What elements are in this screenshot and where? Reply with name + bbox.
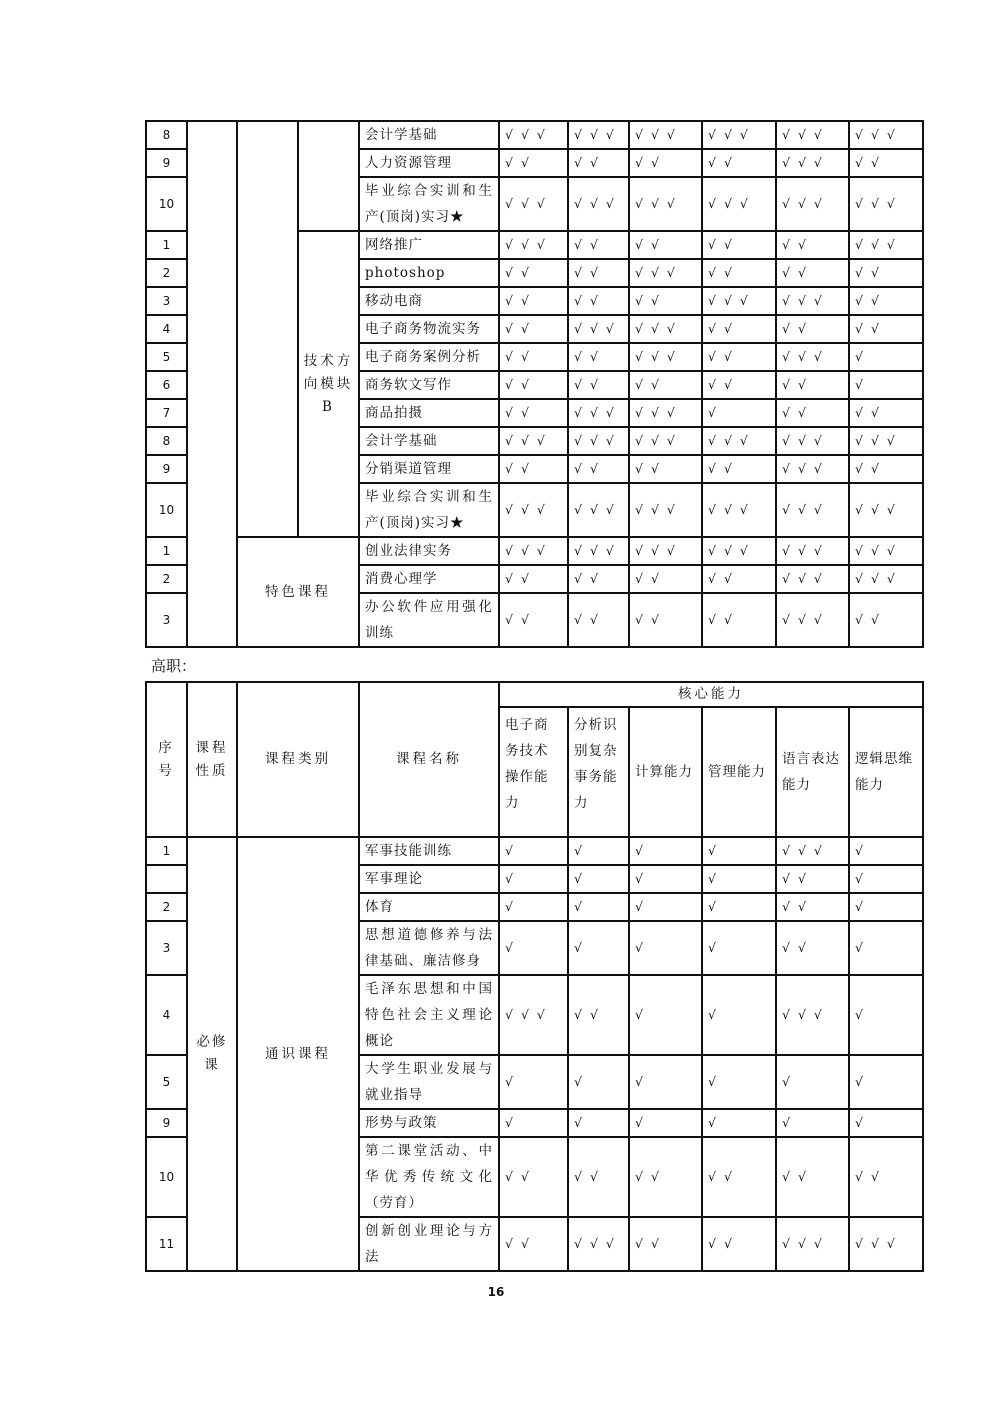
ability-check: √ <box>849 837 923 865</box>
ability-check: √ √ <box>702 593 776 647</box>
special-course-label: 特色课程 <box>237 537 359 647</box>
ability-check: √ <box>629 975 702 1055</box>
ability-check: √ √ √ <box>568 537 629 565</box>
ability-check: √ √ √ <box>702 121 776 149</box>
ability-check: √ √ <box>629 231 702 259</box>
ability-check: √ √ <box>629 1137 702 1217</box>
course-name: 毕业综合实训和生产(顶岗)实习★ <box>359 177 499 231</box>
ability-check: √ <box>702 399 776 427</box>
row-number: 9 <box>146 149 187 177</box>
table-row <box>146 121 923 149</box>
ability-check: √ <box>849 865 923 893</box>
ability-check: √ √ <box>776 315 849 343</box>
ability-check: √ <box>568 837 629 865</box>
ability-check: √ √ <box>568 975 629 1055</box>
course-name: 毕业综合实训和生产(顶岗)实习★ <box>359 483 499 537</box>
course-name: 电子商务物流实务 <box>359 315 499 343</box>
header-ability-6: 逻辑思维能力 <box>849 707 923 837</box>
ability-check: √ √ <box>776 893 849 921</box>
ability-check: √ √ <box>702 343 776 371</box>
ability-check: √ √ √ <box>629 483 702 537</box>
row-number: 3 <box>146 593 187 647</box>
row-number: 3 <box>146 921 187 975</box>
ability-check: √ √ √ <box>849 427 923 455</box>
course-nature-cell <box>187 121 237 647</box>
page-number: 16 <box>487 1285 505 1299</box>
course-name: 第二课堂活动、中华优秀传统文化（劳育） <box>359 1137 499 1217</box>
ability-check: √ √ <box>702 371 776 399</box>
ability-check: √ <box>629 1109 702 1137</box>
row-number: 7 <box>146 399 187 427</box>
header-ability-2: 分析识别复杂事务能力 <box>568 707 629 837</box>
course-name: 移动电商 <box>359 287 499 315</box>
course-name: 商品拍摄 <box>359 399 499 427</box>
course-name: 形势与政策 <box>359 1109 499 1137</box>
ability-check: √ √ <box>499 1217 568 1271</box>
header-ability-4: 管理能力 <box>702 707 776 837</box>
ability-check: √ √ √ <box>629 315 702 343</box>
ability-check: √ <box>499 837 568 865</box>
ability-check: √ √ √ <box>776 975 849 1055</box>
ability-check: √ √ √ <box>776 177 849 231</box>
ability-check: √ √ √ <box>702 177 776 231</box>
row-number: 2 <box>146 565 187 593</box>
ability-check: √ √ <box>629 593 702 647</box>
ability-check: √ <box>702 1109 776 1137</box>
ability-check: √ √ √ <box>776 121 849 149</box>
course-name: 电子商务案例分析 <box>359 343 499 371</box>
ability-check: √ √ √ <box>568 1217 629 1271</box>
ability-check: √ √ √ <box>568 177 629 231</box>
ability-check: √ √ √ <box>776 455 849 483</box>
ability-check: √ <box>499 921 568 975</box>
ability-check: √ √ <box>568 287 629 315</box>
ability-check: √ <box>702 837 776 865</box>
ability-check: √ √ <box>849 1137 923 1217</box>
row-number: 9 <box>146 455 187 483</box>
ability-check: √ √ <box>776 399 849 427</box>
header-course-category: 课程类别 <box>237 682 359 837</box>
ability-check: √ √ <box>568 149 629 177</box>
ability-check: √ √ <box>849 259 923 287</box>
ability-check: √ √ √ <box>499 537 568 565</box>
ability-check: √ √ <box>702 149 776 177</box>
ability-check: √ √ <box>499 455 568 483</box>
course-name: 会计学基础 <box>359 427 499 455</box>
header-core-ability: 核心能力 <box>499 682 923 707</box>
course-category-cell <box>237 121 298 537</box>
ability-check: √ <box>568 1055 629 1109</box>
row-number: 10 <box>146 177 187 231</box>
ability-check: √ √ √ <box>702 483 776 537</box>
header-course-name: 课程名称 <box>359 682 499 837</box>
course-name: 军事技能训练 <box>359 837 499 865</box>
header-ability-3: 计算能力 <box>629 707 702 837</box>
course-name: 创业法律实务 <box>359 537 499 565</box>
ability-check: √ <box>702 893 776 921</box>
row-number: 6 <box>146 371 187 399</box>
ability-check: √ <box>629 837 702 865</box>
row-number: 3 <box>146 287 187 315</box>
ability-check: √ √ √ <box>629 177 702 231</box>
ability-check: √ √ √ <box>776 149 849 177</box>
ability-check: √ √ <box>568 455 629 483</box>
ability-check: √ √ √ <box>499 177 568 231</box>
ability-check: √ √ √ <box>776 483 849 537</box>
ability-check: √ √ √ <box>776 1217 849 1271</box>
header-no: 序号 <box>146 682 187 837</box>
ability-check: √ <box>629 893 702 921</box>
course-name: 办公软件应用强化训练 <box>359 593 499 647</box>
course-name: 创新创业理论与方法 <box>359 1217 499 1271</box>
ability-check: √ √ √ <box>629 537 702 565</box>
ability-check: √ √ √ <box>776 565 849 593</box>
ability-check: √ <box>499 865 568 893</box>
ability-check: √ √ <box>702 565 776 593</box>
course-name: 军事理论 <box>359 865 499 893</box>
course-name: 毛泽东思想和中国特色社会主义理论概论 <box>359 975 499 1055</box>
row-number: 1 <box>146 231 187 259</box>
ability-check: √ √ √ <box>776 343 849 371</box>
ability-check: √ √ <box>849 593 923 647</box>
ability-check: √ √ <box>849 149 923 177</box>
ability-check: √ √ <box>776 865 849 893</box>
ability-check: √ <box>499 1055 568 1109</box>
ability-check: √ √ √ <box>568 121 629 149</box>
ability-check: √ √ <box>702 231 776 259</box>
ability-check: √ √ √ <box>499 427 568 455</box>
ability-check: √ √ <box>849 287 923 315</box>
row-number <box>146 865 187 893</box>
ability-check: √ √ <box>849 455 923 483</box>
ability-check: √ √ √ <box>849 231 923 259</box>
ability-check: √ √ <box>702 1217 776 1271</box>
ability-check: √ √ <box>776 231 849 259</box>
ability-check: √ √ √ <box>776 287 849 315</box>
course-category-value: 通识课程 <box>237 837 359 1271</box>
ability-check: √ √ √ <box>702 287 776 315</box>
ability-check: √ √ √ <box>568 315 629 343</box>
ability-check: √ √ <box>568 371 629 399</box>
table-row <box>146 837 923 865</box>
row-number: 8 <box>146 121 187 149</box>
header-row <box>146 682 923 707</box>
ability-check: √ √ <box>568 593 629 647</box>
ability-check: √ <box>849 921 923 975</box>
course-name: 分销渠道管理 <box>359 455 499 483</box>
row-number: 5 <box>146 343 187 371</box>
table-row <box>146 537 923 565</box>
ability-check: √ <box>629 921 702 975</box>
ability-check: √ <box>568 1109 629 1137</box>
ability-check: √ √ <box>849 399 923 427</box>
ability-check: √ √ <box>499 343 568 371</box>
row-number: 10 <box>146 483 187 537</box>
ability-check: √ √ √ <box>629 259 702 287</box>
ability-check: √ √ √ <box>629 121 702 149</box>
row-number: 4 <box>146 315 187 343</box>
ability-check: √ √ √ <box>776 537 849 565</box>
ability-check: √ <box>776 1055 849 1109</box>
row-number: 4 <box>146 975 187 1055</box>
row-number: 2 <box>146 259 187 287</box>
ability-check: √ √ <box>629 287 702 315</box>
row-number: 5 <box>146 1055 187 1109</box>
ability-check: √ <box>849 893 923 921</box>
ability-check: √ √ √ <box>568 427 629 455</box>
header-ability-1: 电子商务技术操作能力 <box>499 707 568 837</box>
row-number: 10 <box>146 1137 187 1217</box>
ability-check: √ √ √ <box>776 427 849 455</box>
ability-check: √ √ √ <box>776 593 849 647</box>
course-name: 会计学基础 <box>359 121 499 149</box>
ability-check: √ <box>568 921 629 975</box>
ability-check: √ √ √ <box>568 399 629 427</box>
ability-check: √ √ <box>629 371 702 399</box>
ability-check: √ <box>702 865 776 893</box>
row-number: 8 <box>146 427 187 455</box>
header-course-nature: 课程性质 <box>187 682 237 837</box>
ability-check: √ <box>629 1055 702 1109</box>
ability-check: √ √ √ <box>702 427 776 455</box>
ability-check: √ <box>629 865 702 893</box>
ability-check: √ <box>568 893 629 921</box>
ability-check: √ √ <box>499 149 568 177</box>
ability-check: √ √ <box>702 315 776 343</box>
ability-check: √ √ <box>499 315 568 343</box>
ability-check: √ <box>499 893 568 921</box>
ability-check: √ <box>849 1055 923 1109</box>
ability-check: √ √ √ <box>629 343 702 371</box>
ability-check: √ √ √ <box>568 483 629 537</box>
course-name: 消费心理学 <box>359 565 499 593</box>
ability-check: √ <box>702 975 776 1055</box>
ability-check: √ √ <box>499 371 568 399</box>
ability-check: √ √ √ <box>499 231 568 259</box>
ability-check: √ √ <box>499 1137 568 1217</box>
ability-check: √ √ <box>702 259 776 287</box>
row-number: 11 <box>146 1217 187 1271</box>
ability-check: √ √ √ <box>629 399 702 427</box>
course-nature-value: 必修课 <box>187 837 237 1271</box>
ability-check: √ √ √ <box>849 177 923 231</box>
course-name: 体育 <box>359 893 499 921</box>
ability-check: √ √ <box>776 921 849 975</box>
ability-check: √ √ <box>499 287 568 315</box>
ability-check: √ √ √ <box>849 537 923 565</box>
ability-check: √ √ <box>499 399 568 427</box>
ability-check: √ <box>849 371 923 399</box>
header-ability-5: 语言表达能力 <box>776 707 849 837</box>
course-name: photoshop <box>359 259 499 287</box>
course-name: 网络推广 <box>359 231 499 259</box>
ability-check: √ √ <box>629 565 702 593</box>
ability-check: √ √ <box>568 343 629 371</box>
ability-check: √ √ √ <box>499 121 568 149</box>
course-ability-table-higher-vocational <box>145 681 924 1272</box>
ability-check: √ √ <box>568 565 629 593</box>
module-a-cell <box>298 121 359 231</box>
module-b-label: 技术方向模块B <box>298 231 359 537</box>
ability-check: √ <box>776 1109 849 1137</box>
course-name: 商务软文写作 <box>359 371 499 399</box>
ability-check: √ √ √ <box>629 427 702 455</box>
ability-check: √ <box>702 1055 776 1109</box>
row-number: 1 <box>146 837 187 865</box>
ability-check: √ √ √ <box>849 1217 923 1271</box>
ability-check: √ √ <box>702 455 776 483</box>
ability-check: √ √ <box>499 565 568 593</box>
ability-check: √ √ <box>849 315 923 343</box>
ability-check: √ <box>702 921 776 975</box>
ability-check: √ √ <box>499 259 568 287</box>
ability-check: √ √ √ <box>702 537 776 565</box>
course-name: 大学生职业发展与就业指导 <box>359 1055 499 1109</box>
ability-check: √ √ <box>776 371 849 399</box>
ability-check: √ <box>499 1109 568 1137</box>
ability-check: √ √ <box>776 259 849 287</box>
ability-check: √ √ √ <box>499 483 568 537</box>
ability-check: √ √ <box>568 259 629 287</box>
course-ability-table-continued <box>145 120 924 648</box>
row-number: 1 <box>146 537 187 565</box>
ability-check: √ √ <box>568 231 629 259</box>
ability-check: √ √ <box>499 593 568 647</box>
ability-check: √ <box>849 975 923 1055</box>
ability-check: √ √ <box>702 1137 776 1217</box>
ability-check: √ <box>849 1109 923 1137</box>
ability-check: √ √ <box>629 455 702 483</box>
ability-check: √ √ √ <box>849 565 923 593</box>
ability-check: √ √ <box>629 1217 702 1271</box>
ability-check: √ √ √ <box>849 121 923 149</box>
ability-check: √ √ <box>629 149 702 177</box>
ability-check: √ √ √ <box>776 837 849 865</box>
ability-check: √ √ <box>568 1137 629 1217</box>
ability-check: √ <box>849 343 923 371</box>
row-number: 2 <box>146 893 187 921</box>
ability-check: √ √ √ <box>499 975 568 1055</box>
row-number: 9 <box>146 1109 187 1137</box>
ability-check: √ <box>568 865 629 893</box>
ability-check: √ √ √ <box>849 483 923 537</box>
section-label-higher-vocational: 高职： <box>151 657 197 675</box>
course-name: 人力资源管理 <box>359 149 499 177</box>
course-name: 思想道德修养与法律基础、廉洁修身 <box>359 921 499 975</box>
ability-check: √ √ <box>776 1137 849 1217</box>
